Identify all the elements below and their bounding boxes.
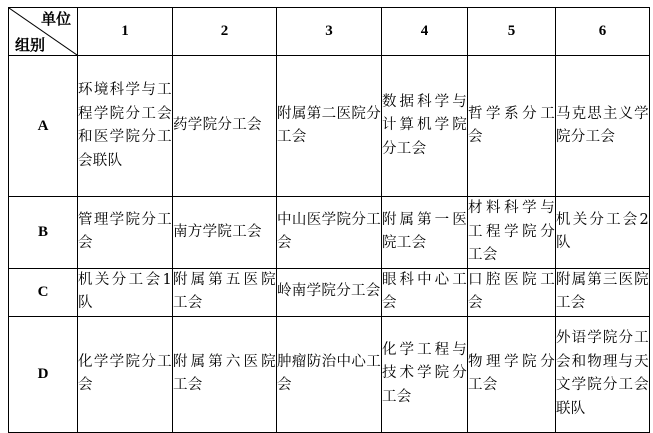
row-header: C	[9, 268, 78, 316]
table-row	[9, 197, 650, 269]
column-header: 5	[468, 8, 556, 56]
table-cell: 化学学院分工会	[78, 316, 173, 432]
table-row	[9, 268, 650, 316]
table-cell: 机关分工会2队	[556, 197, 650, 269]
column-header: 4	[382, 8, 468, 56]
column-header: 6	[556, 8, 650, 56]
table-cell: 附属第三医院工会	[556, 268, 650, 316]
column-header: 3	[277, 8, 382, 56]
table-cell: 附属第六医院工会	[173, 316, 277, 432]
corner-top-label: 单位	[40, 10, 71, 28]
table-cell: 药学院分工会	[173, 56, 277, 197]
row-header: B	[9, 197, 78, 269]
table-cell: 中山医学院分工会	[277, 197, 382, 269]
corner-bottom-label: 组别	[15, 36, 46, 54]
column-header: 2	[173, 8, 277, 56]
table-cell: 数据科学与计算机学院分工会	[382, 56, 468, 197]
column-header: 1	[78, 8, 173, 56]
table-cell: 附属第一医院工会	[382, 197, 468, 269]
table-cell: 附属第二医院分工会	[277, 56, 382, 197]
row-header: A	[9, 56, 78, 197]
table-row	[9, 316, 650, 432]
table-cell: 口腔医院工会	[468, 268, 556, 316]
table-cell: 化学工程与技术学院分工会	[382, 316, 468, 432]
table-cell: 肿瘤防治中心工会	[277, 316, 382, 432]
table-cell: 物理学院分工会	[468, 316, 556, 432]
table-cell: 岭南学院分工会	[277, 268, 382, 316]
table-row	[9, 56, 650, 197]
corner-cell	[9, 8, 78, 56]
table-cell: 附属第五医院工会	[173, 268, 277, 316]
table-cell: 外语学院分工会和物理与天文学院分工会联队	[556, 316, 650, 432]
header-row	[9, 8, 650, 56]
table-cell: 环境科学与工程学院分工会和医学院分工会联队	[78, 56, 173, 197]
table-cell: 材料科学与工程学院分工会	[468, 197, 556, 269]
table-cell: 眼科中心工会	[382, 268, 468, 316]
table-cell: 管理学院分工会	[78, 197, 173, 269]
table-cell: 南方学院工会	[173, 197, 277, 269]
table-cell: 哲学系分工会	[468, 56, 556, 197]
group-table	[8, 7, 650, 433]
table-cell: 机关分工会1队	[78, 268, 173, 316]
row-header: D	[9, 316, 78, 432]
table-cell: 马克思主义学院分工会	[556, 56, 650, 197]
